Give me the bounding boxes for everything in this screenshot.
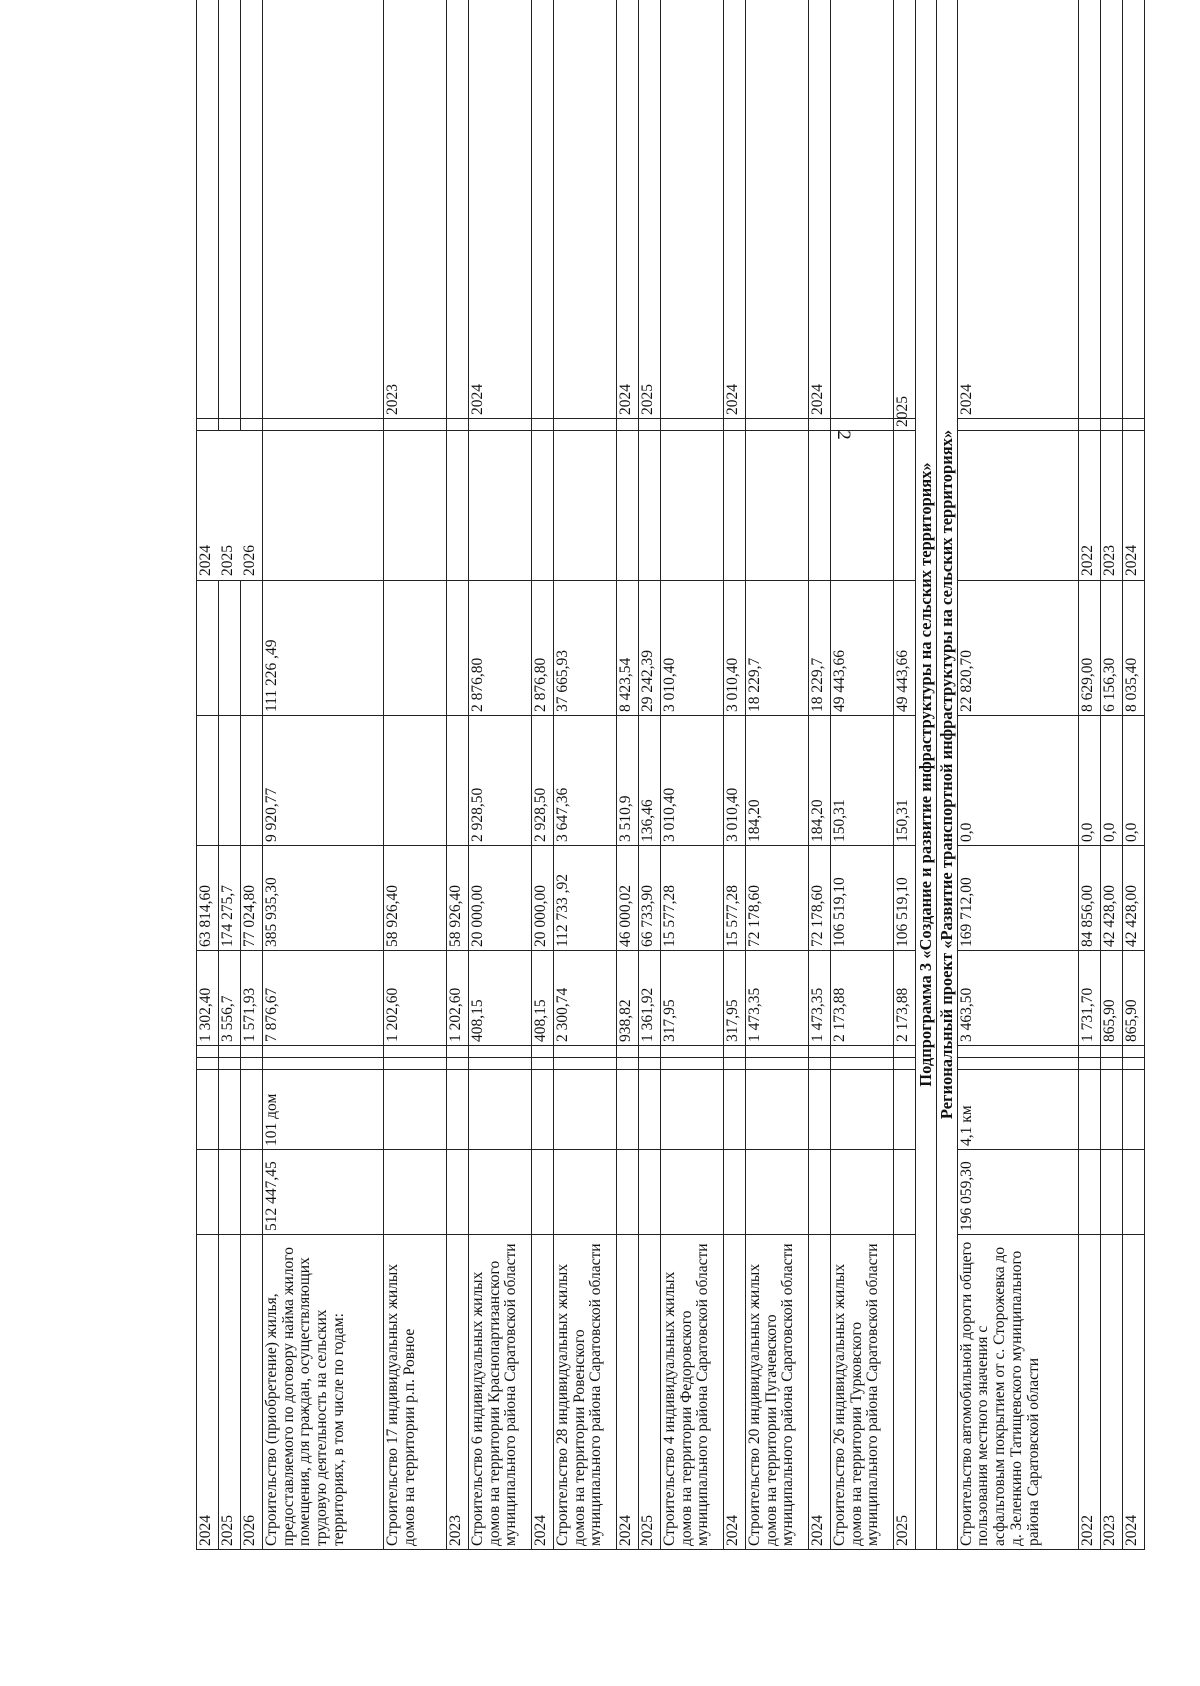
other-cell: [1078, 419, 1100, 431]
federal-cell: 66 733,90: [639, 846, 661, 951]
result-cell: [447, 1070, 469, 1150]
total-cost-cell: [661, 1150, 724, 1235]
total-cost-cell: [241, 1150, 263, 1235]
municipal-cell: [219, 581, 241, 716]
year-column-cell: 2024: [197, 431, 219, 581]
year-amount-cell: 1 473,35: [746, 951, 809, 1046]
year-column-cell: [724, 431, 746, 581]
term-cell: [197, 0, 219, 419]
spacer-cell: [809, 1046, 831, 1058]
year-amount-cell: 1 571,93: [241, 951, 263, 1046]
year-column-cell: 2022: [1078, 431, 1100, 581]
year-column-cell: 2024: [1122, 431, 1144, 581]
regional-cell: 184,20: [809, 716, 831, 846]
term-cell: [219, 0, 241, 419]
spacer-cell: [746, 1058, 809, 1070]
result-cell: [197, 1070, 219, 1150]
table-row: [746, 0, 809, 1550]
total-cost-cell: [469, 1150, 532, 1235]
table-row: [219, 0, 241, 1550]
result-cell: [661, 1070, 724, 1150]
other-cell: [532, 419, 554, 431]
row-name-cell: 2024: [617, 1235, 639, 1550]
regional-cell: 0,0: [1122, 716, 1144, 846]
result-cell: [724, 1070, 746, 1150]
municipal-cell: [447, 581, 469, 716]
spacer-cell: [831, 1058, 894, 1070]
spacer-cell: [554, 1058, 617, 1070]
term-cell: 2024: [809, 0, 831, 419]
federal-cell: 20 000,00: [469, 846, 532, 951]
other-cell: [831, 419, 894, 431]
total-cost-cell: [894, 1150, 916, 1235]
row-name-cell: Строительство 4 индивидуальных жилых домов на территории Федоровского муниципального района Саратовской области: [661, 1235, 724, 1550]
spacer-cell: [639, 1046, 661, 1058]
other-cell: [1100, 419, 1122, 431]
year-amount-cell: 938,82: [617, 951, 639, 1046]
term-cell: 2024: [617, 0, 639, 419]
spacer-cell: [532, 1058, 554, 1070]
result-cell: [639, 1070, 661, 1150]
term-cell: [447, 0, 469, 419]
term-cell: [1122, 0, 1144, 419]
other-cell: [1122, 419, 1144, 431]
municipal-cell: 2 876,80: [469, 581, 532, 716]
year-column-cell: [831, 431, 894, 581]
year-column-cell: [746, 431, 809, 581]
federal-cell: 42 428,00: [1100, 846, 1122, 951]
table-row: [384, 0, 447, 1550]
term-cell: 2023: [384, 0, 447, 419]
municipal-cell: 111 226 ,49: [263, 581, 384, 716]
other-cell: [197, 419, 219, 431]
municipal-cell: 8 423,54: [617, 581, 639, 716]
year-amount-cell: 1 302,40: [197, 951, 219, 1046]
municipal-cell: 3 010,40: [724, 581, 746, 716]
regional-cell: [219, 716, 241, 846]
row-name-cell: 2025: [219, 1235, 241, 1550]
regional-cell: 150,31: [894, 716, 916, 846]
municipal-cell: 3 010,40: [661, 581, 724, 716]
table-row: [1122, 0, 1144, 1550]
other-cell: [384, 419, 447, 431]
federal-cell: 72 178,60: [809, 846, 831, 951]
other-cell: [746, 419, 809, 431]
other-cell: [447, 419, 469, 431]
term-cell: [1078, 0, 1100, 419]
spacer-cell: [197, 1058, 219, 1070]
year-amount-cell: 1 731,70: [1078, 951, 1100, 1046]
result-cell: [617, 1070, 639, 1150]
result-cell: [1078, 1070, 1100, 1150]
year-column-cell: [532, 431, 554, 581]
result-cell: [831, 1070, 894, 1150]
federal-cell: 106 519,10: [894, 846, 916, 951]
section-heading: Региональный проект «Развитие транспортной инфраструктуры на сельских территориях»: [936, 0, 957, 1550]
regional-cell: 150,31: [831, 716, 894, 846]
row-name-cell: 2024: [532, 1235, 554, 1550]
municipal-cell: 6 156,30: [1100, 581, 1122, 716]
regional-cell: 2 928,50: [469, 716, 532, 846]
rotated-table-container: [196, 0, 1140, 1550]
table-row: [661, 0, 724, 1550]
regional-cell: [384, 716, 447, 846]
term-cell: [554, 0, 617, 419]
year-amount-cell: 3 556,7: [219, 951, 241, 1046]
regional-cell: 3 010,40: [724, 716, 746, 846]
year-column-cell: [639, 431, 661, 581]
result-cell: [219, 1070, 241, 1150]
year-amount-cell: 317,95: [724, 951, 746, 1046]
row-name-cell: 2025: [894, 1235, 916, 1550]
municipal-cell: [197, 581, 219, 716]
federal-cell: 15 577,28: [661, 846, 724, 951]
year-column-cell: 2025: [219, 431, 241, 581]
year-amount-cell: 408,15: [469, 951, 532, 1046]
total-cost-cell: [384, 1150, 447, 1235]
total-cost-cell: 512 447,45: [263, 1150, 384, 1235]
total-cost-cell: [1122, 1150, 1144, 1235]
regional-cell: 136,46: [639, 716, 661, 846]
other-cell: [809, 419, 831, 431]
year-amount-cell: 2 173,88: [831, 951, 894, 1046]
year-column-cell: [617, 431, 639, 581]
term-cell: [241, 0, 263, 419]
municipal-cell: 49 443,66: [831, 581, 894, 716]
spacer-cell: [469, 1058, 532, 1070]
spacer-cell: [1122, 1058, 1144, 1070]
other-cell: 2025: [894, 419, 916, 431]
year-column-cell: [554, 431, 617, 581]
row-name-cell: Строительство 6 индивидуальных жилых домов на территории Краснопартизанского муниципального района Саратовской области: [469, 1235, 532, 1550]
federal-cell: 58 926,40: [447, 846, 469, 951]
other-cell: [469, 419, 532, 431]
year-column-cell: [661, 431, 724, 581]
total-cost-cell: [746, 1150, 809, 1235]
spacer-cell: [617, 1058, 639, 1070]
result-cell: [746, 1070, 809, 1150]
spacer-cell: [384, 1046, 447, 1058]
total-cost-cell: [197, 1150, 219, 1235]
municipal-cell: [241, 581, 263, 716]
row-name-cell: Строительство 20 индивидуальных жилых домов на территории Пугачевского муниципального района Саратовской области: [746, 1235, 809, 1550]
result-cell: [241, 1070, 263, 1150]
row-name-cell: Строительство (приобретение) жилья, предоставляемого по договору найма жилого помещения, для граждан, осуществляющих трудовую деятельность на сельских территориях, в том числе по годам:: [263, 1235, 384, 1550]
other-cell: [263, 419, 384, 431]
spacer-cell: [661, 1058, 724, 1070]
other-cell: [724, 419, 746, 431]
other-cell: [617, 419, 639, 431]
regional-cell: [447, 716, 469, 846]
federal-cell: 46 000,02: [617, 846, 639, 951]
term-cell: [831, 0, 894, 419]
spacer-cell: [554, 1046, 617, 1058]
spacer-cell: [894, 1058, 916, 1070]
regional-cell: 184,20: [746, 716, 809, 846]
table-row: [957, 0, 1078, 1550]
year-column-cell: [263, 431, 384, 581]
regional-cell: 0,0: [1100, 716, 1122, 846]
spacer-cell: [1100, 1058, 1122, 1070]
spacer-cell: [957, 1058, 1078, 1070]
other-cell: [554, 419, 617, 431]
year-column-cell: 2023: [1100, 431, 1122, 581]
other-cell: [219, 419, 241, 431]
spacer-cell: [263, 1058, 384, 1070]
federal-cell: 77 024,80: [241, 846, 263, 951]
term-cell: 2024: [469, 0, 532, 419]
federal-cell: 42 428,00: [1122, 846, 1144, 951]
regional-cell: [241, 716, 263, 846]
spacer-cell: [1078, 1058, 1100, 1070]
total-cost-cell: [831, 1150, 894, 1235]
row-name-cell: 2024: [1122, 1235, 1144, 1550]
result-cell: [384, 1070, 447, 1150]
municipal-cell: 29 242,39: [639, 581, 661, 716]
regional-cell: [197, 716, 219, 846]
row-name-cell: 2022: [1078, 1235, 1100, 1550]
year-column-cell: [957, 431, 1078, 581]
federal-cell: 63 814,60: [197, 846, 219, 951]
result-cell: [1100, 1070, 1122, 1150]
municipal-cell: 2 876,80: [532, 581, 554, 716]
other-cell: [639, 419, 661, 431]
municipal-cell: 8 629,00: [1078, 581, 1100, 716]
result-cell: [809, 1070, 831, 1150]
table-row: [263, 0, 384, 1550]
federal-cell: 20 000,00: [532, 846, 554, 951]
row-name-cell: 2024: [809, 1235, 831, 1550]
table-row: [1100, 0, 1122, 1550]
regional-cell: 3 510,9: [617, 716, 639, 846]
section-heading-row: [936, 0, 957, 1550]
year-amount-cell: 3 463,50: [957, 951, 1078, 1046]
spacer-cell: [1122, 1046, 1144, 1058]
term-cell: [263, 0, 384, 419]
year-amount-cell: 2 173,88: [894, 951, 916, 1046]
spacer-cell: [197, 1046, 219, 1058]
municipal-cell: 22 820,70: [957, 581, 1078, 716]
other-cell: [241, 419, 263, 431]
regional-cell: 3 010,40: [661, 716, 724, 846]
table-row: [447, 0, 469, 1550]
table-row: [894, 0, 916, 1550]
year-amount-cell: 408,15: [532, 951, 554, 1046]
result-cell: 4,1 км: [957, 1070, 1078, 1150]
spacer-cell: [639, 1058, 661, 1070]
federal-cell: 169 712,00: [957, 846, 1078, 951]
spacer-cell: [809, 1058, 831, 1070]
row-name-cell: Строительство 17 индивидуальных жилых домов на территории р.п. Ровное: [384, 1235, 447, 1550]
term-cell: 2025: [639, 0, 661, 419]
result-cell: [469, 1070, 532, 1150]
table-row: [554, 0, 617, 1550]
spacer-cell: [219, 1046, 241, 1058]
year-amount-cell: 7 876,67: [263, 951, 384, 1046]
table-row: [532, 0, 554, 1550]
federal-cell: 112 733 ,92: [554, 846, 617, 951]
year-column-cell: [469, 431, 532, 581]
year-amount-cell: 1 473,35: [809, 951, 831, 1046]
federal-cell: 15 577,28: [724, 846, 746, 951]
regional-cell: 9 920,77: [263, 716, 384, 846]
table-row: [724, 0, 746, 1550]
year-column-cell: [809, 431, 831, 581]
table-row: [241, 0, 263, 1550]
year-amount-cell: 2 300,74: [554, 951, 617, 1046]
total-cost-cell: 196 059,30: [957, 1150, 1078, 1235]
total-cost-cell: [1078, 1150, 1100, 1235]
federal-cell: 174 275,7: [219, 846, 241, 951]
municipal-cell: 18 229,7: [809, 581, 831, 716]
municipal-cell: 8 035,40: [1122, 581, 1144, 716]
term-cell: [746, 0, 809, 419]
federal-cell: 58 926,40: [384, 846, 447, 951]
term-cell: [894, 0, 916, 419]
total-cost-cell: [554, 1150, 617, 1235]
result-cell: [1122, 1070, 1144, 1150]
spacer-cell: [661, 1046, 724, 1058]
other-cell: [661, 419, 724, 431]
total-cost-cell: [639, 1150, 661, 1235]
spacer-cell: [1078, 1046, 1100, 1058]
table-row: [809, 0, 831, 1550]
section-heading: Подпрограмма 3 «Создание и развитие инфраструктуры на сельских территориях»: [916, 0, 937, 1550]
spacer-cell: [831, 1046, 894, 1058]
row-name-cell: 2026: [241, 1235, 263, 1550]
spacer-cell: [957, 1046, 1078, 1058]
row-name-cell: 2023: [447, 1235, 469, 1550]
result-cell: [894, 1070, 916, 1150]
municipal-cell: [384, 581, 447, 716]
spacer-cell: [469, 1046, 532, 1058]
spacer-cell: [447, 1058, 469, 1070]
year-amount-cell: 865,90: [1100, 951, 1122, 1046]
table-row: [617, 0, 639, 1550]
total-cost-cell: [219, 1150, 241, 1235]
regional-cell: 0,0: [1078, 716, 1100, 846]
year-amount-cell: 1 361,92: [639, 951, 661, 1046]
result-cell: 101 дом: [263, 1070, 384, 1150]
spacer-cell: [724, 1058, 746, 1070]
term-cell: [661, 0, 724, 419]
spacer-cell: [219, 1058, 241, 1070]
row-name-cell: 2024: [724, 1235, 746, 1550]
term-cell: [532, 0, 554, 419]
spacer-cell: [746, 1046, 809, 1058]
other-cell: [957, 419, 1078, 431]
total-cost-cell: [617, 1150, 639, 1235]
year-column-cell: 2026: [241, 431, 263, 581]
municipal-cell: 18 229,7: [746, 581, 809, 716]
regional-cell: 2 928,50: [532, 716, 554, 846]
year-amount-cell: 865,90: [1122, 951, 1144, 1046]
section-heading-row: [916, 0, 937, 1550]
municipal-cell: 49 443,66: [894, 581, 916, 716]
federal-cell: 385 935,30: [263, 846, 384, 951]
spacer-cell: [532, 1046, 554, 1058]
spacer-cell: [617, 1046, 639, 1058]
regional-cell: 3 647,36: [554, 716, 617, 846]
spacer-cell: [1100, 1046, 1122, 1058]
spacer-cell: [241, 1058, 263, 1070]
year-column-cell: [447, 431, 469, 581]
spacer-cell: [724, 1046, 746, 1058]
term-cell: 2024: [957, 0, 1078, 419]
federal-cell: 72 178,60: [746, 846, 809, 951]
table-row: [831, 0, 894, 1550]
total-cost-cell: [809, 1150, 831, 1235]
row-name-cell: 2024: [197, 1235, 219, 1550]
row-name-cell: Строительство автомобильной дороги общего пользования местного значения с асфальтовым покрытием от с. Сторожевка до д. Зеленкино Татищевского муниципального района Саратовской области: [957, 1235, 1078, 1550]
term-cell: 2024: [724, 0, 746, 419]
spacer-cell: [263, 1046, 384, 1058]
row-name-cell: 2025: [639, 1235, 661, 1550]
spacer-cell: [384, 1058, 447, 1070]
table-row: [469, 0, 532, 1550]
year-column-cell: [894, 431, 916, 581]
year-column-cell: [384, 431, 447, 581]
result-cell: [554, 1070, 617, 1150]
row-name-cell: 2023: [1100, 1235, 1122, 1550]
spacer-cell: [447, 1046, 469, 1058]
spacer-cell: [894, 1046, 916, 1058]
page-number: 2: [832, 430, 854, 440]
row-name-cell: Строительство 26 индивидуальных жилых домов на территории Турковского муниципального района Саратовской области: [831, 1235, 894, 1550]
term-cell: [1100, 0, 1122, 419]
total-cost-cell: [447, 1150, 469, 1235]
year-amount-cell: 1 202,60: [447, 951, 469, 1046]
result-cell: [532, 1070, 554, 1150]
year-amount-cell: 1 202,60: [384, 951, 447, 1046]
row-name-cell: Строительство 28 индивидуальных жилых домов на территории Ровенского муниципального района Саратовской области: [554, 1235, 617, 1550]
federal-cell: 84 856,00: [1078, 846, 1100, 951]
table-row: [197, 0, 219, 1550]
municipal-cell: 37 665,93: [554, 581, 617, 716]
total-cost-cell: [1100, 1150, 1122, 1235]
total-cost-cell: [724, 1150, 746, 1235]
year-amount-cell: 317,95: [661, 951, 724, 1046]
table-row: [639, 0, 661, 1550]
spacer-cell: [241, 1046, 263, 1058]
table-row: [1078, 0, 1100, 1550]
federal-cell: 106 519,10: [831, 846, 894, 951]
total-cost-cell: [532, 1150, 554, 1235]
funding-table: [196, 0, 1145, 1550]
regional-cell: 0,0: [957, 716, 1078, 846]
